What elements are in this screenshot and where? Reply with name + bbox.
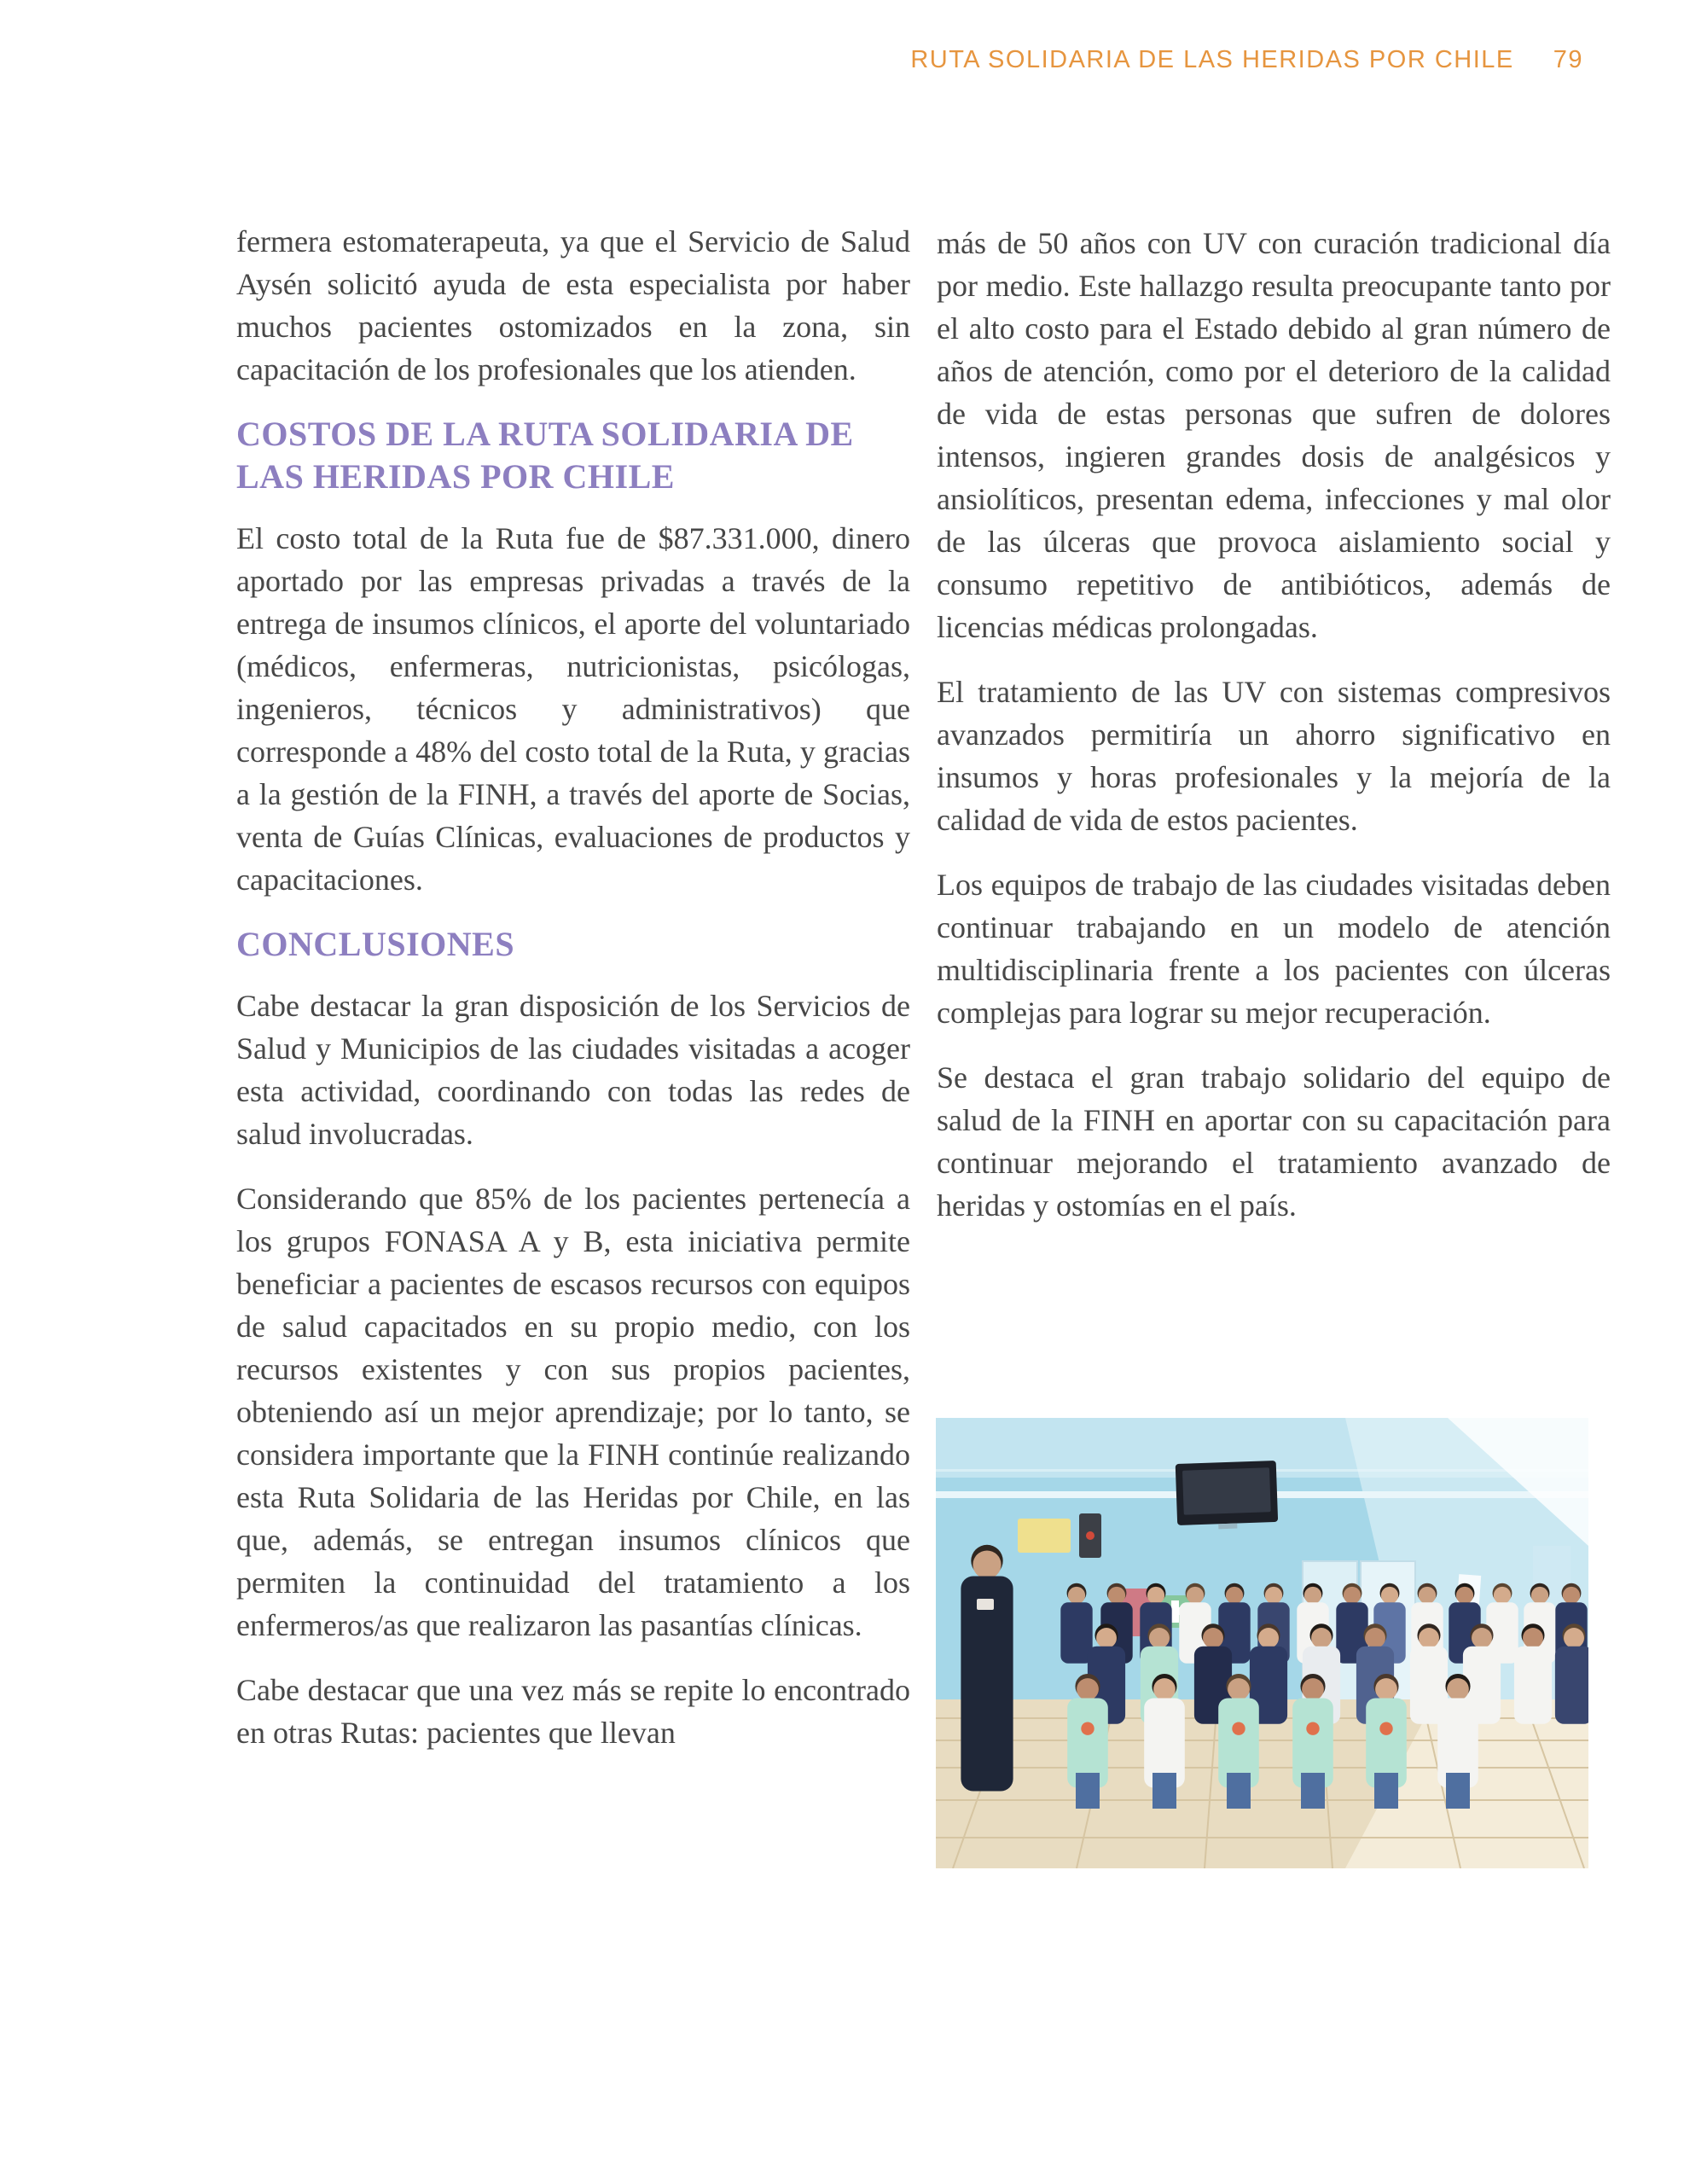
running-header: [0, 46, 1583, 74]
group-photo: [936, 1418, 1588, 1868]
paragraph: Considerando que 85% de los pacientes pertenecía a los grupos FONASA A y B, esta iniciativa permite beneficiar a pacientes de escasos recursos con equipos de salud capacitados en su propio medio, con los recursos existentes y con sus propios pacientes, obteniendo así un mejor aprendizaje; por lo tanto, se considera importante que la FINH continúe realizando esta Ruta Solidaria de las Heridas por Chile, en las que, además, se entregan insumos clínicos que permiten la continuidad del tratamiento a los enfermeros/as que realizaron las pasantías clínicas.: [236, 1182, 910, 1642]
yellow-sign: [1018, 1519, 1071, 1553]
paragraph: Se destaca el gran trabajo solidario del equipo de salud de la FINH en aportar con su capacitación para continuar mejorando el tratamiento avanzado de heridas y ostomías en el país.: [937, 1060, 1611, 1223]
section-heading-costs: COSTOS DE LA RUTA SOLIDARIA DE LAS HERIDAS POR CHILE: [236, 415, 854, 496]
right-column: [937, 222, 1611, 1227]
paragraph: El costo total de la Ruta fue de $87.331.000, dinero aportado por las empresas privadas a través de la entrega de insumos clínicos, el aporte del voluntariado (médicos, enfermeras, nutricionistas, psicólogas, ingenieros, técnicos y administrativos) que corresponde a 48% del costo total de la Ruta, y gracias a la gestión de la FINH, a través del aporte de Socias, venta de Guías Clínicas, evaluaciones de productos y capacitaciones.: [236, 521, 910, 897]
paragraph: El tratamiento de las UV con sistemas compresivos avanzados permitiría un ahorro significativo en insumos y horas profesionales y la mejoría de la calidad de vida de estos pacientes.: [937, 675, 1611, 837]
paragraph: más de 50 años con UV con curación tradicional día por medio. Este hallazgo resulta preocupante tanto por el alto costo para el Estado debido al gran número de años de atención, como por el deterioro de la calidad de vida de estas personas que sufren de dolores intensos, ingieren grandes dosis de analgésicos y ansiolíticos, presentan edema, infecciones y mal olor de las úlceras que provoca aislamiento social y consumo repetitivo de antibióticos, además de licencias médicas prolongadas.: [937, 226, 1611, 644]
paragraph: fermera estomaterapeuta, ya que el Servicio de Salud Aysén solicitó ayuda de esta especialista por haber muchos pacientes ostomizados en la zona, sin capacitación de los profesionales que los atienden.: [236, 224, 910, 386]
running-header-title: RUTA SOLIDARIA DE LAS HERIDAS POR CHILE: [910, 46, 1514, 73]
section-heading-conclusions: CONCLUSIONES: [236, 925, 515, 963]
paragraph: Cabe destacar que una vez más se repite lo encontrado en otras Rutas: pacientes que llevan: [236, 1673, 910, 1750]
page-number: 79: [1553, 46, 1583, 73]
tv-screen: [1176, 1461, 1279, 1531]
paragraph: Cabe destacar la gran disposición de los Servicios de Salud y Municipios de las ciudades visitadas a acoger esta actividad, coordinando con todas las redes de salud involucradas.: [236, 989, 910, 1151]
left-column: [236, 220, 910, 1754]
paragraph: Los equipos de trabajo de las ciudades visitadas deben continuar trabajando en un modelo de atención multidisciplinaria frente a los pacientes con úlceras complejas para lograr su mejor recuperación.: [937, 868, 1611, 1030]
group-photo-image: [936, 1418, 1588, 1868]
